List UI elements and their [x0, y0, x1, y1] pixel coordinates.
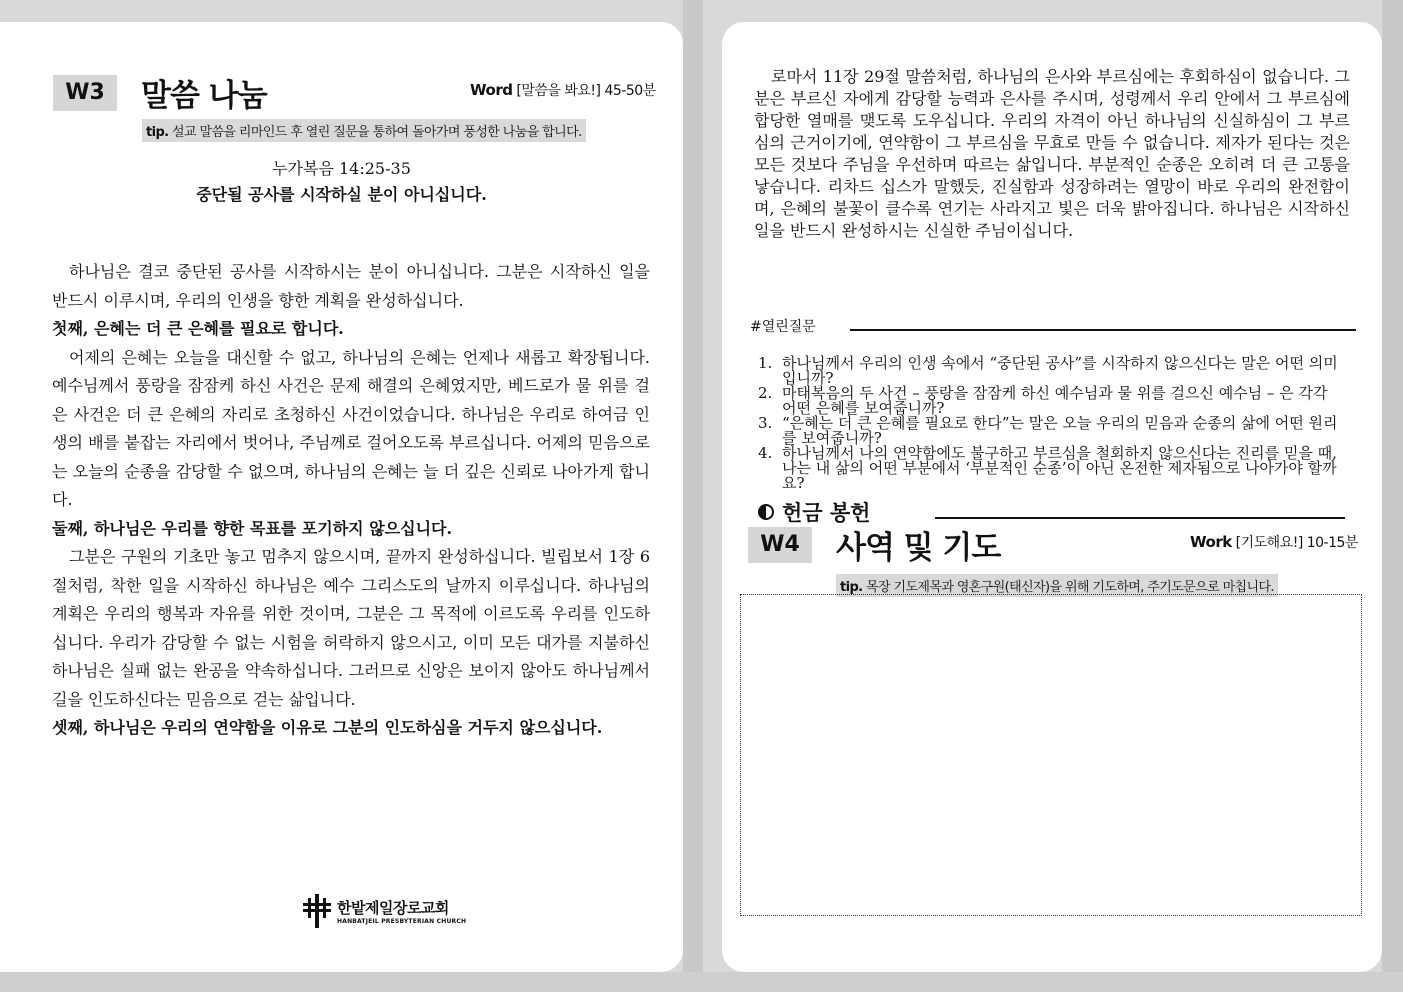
word-label-rest: [말씀을 봐요!] 45-50분: [512, 83, 656, 99]
left-page: [0, 22, 683, 972]
question-text: 하나님께서 우리의 인생 속에서 “중단된 공사”를 시작하지 않으신다는 말은 어떤 의미입니까?: [782, 354, 1338, 387]
section-tag: W4: [748, 527, 812, 563]
question-item: [758, 416, 1338, 446]
work-time-label: [1190, 532, 1358, 552]
sermon-point: 둘째, 하나님은 우리를 향한 목표를 포기하지 않으십니다.: [52, 518, 453, 538]
church-logo: [303, 894, 466, 928]
sermon-continuation: 로마서 11장 29절 말씀처럼, 하나님의 은사와 부르심에는 후회하심이 없습니다. 그분은 부르신 자에게 감당할 능력과 은사를 주시며, 성령께서 우리 안에서 그 부르심에 합당한 열매를 맺도록 도우십니다. 우리의 자격이 아닌 하나님의 신실하심이 그 부르심의 근거이기에, 연약함이 그 부르심을 무효로 만들 수 없습니다. 제자가 된다는 것은 모든 것보다 주님을 우선하며 따르는 삶입니다. 부분적인 순종은 오히려 더 큰 고통을 낳습니다. 리차드 십스가 말했듯, 진실함과 성장하려는 열망이 바로 우리의 완전함이며, 은혜의 불꽃이 클수록 연기는 사라지고 빛은 더욱 밝아집니다. 하나님은 시작하신 일을 반드시 완성하시는 신실한 주님이십니다.: [754, 67, 1350, 240]
question-item: [758, 386, 1338, 416]
section-tag: W3: [53, 75, 117, 111]
word-time-label: [470, 80, 656, 100]
question-number: 2.: [758, 384, 773, 402]
sermon-paragraph: 어제의 은혜는 오늘을 대신할 수 없고, 하나님의 은혜는 언제나 새롭고 확장됩니다. 예수님께서 풍랑을 잠잠케 하신 사건은 문제 해결의 은혜였지만, 베드로가 물 위를 걸은 사건은 더 큰 은혜의 자리로 초청하신 사건이었습니다. 하나님은 우리로 하여금 인생의 배를 붙잡는 자리에서 벗어나, 주님께로 걸어오도록 부르십니다. 어제의 믿음으로는 오늘의 순종을 감당할 수 없으며, 하나님의 은혜는 늘 더 깊은 신뢰로 나아가게 합니다.: [52, 347, 650, 509]
church-name-english: HANBATJEIL PRESBYTERIAN CHURCH: [337, 918, 467, 925]
page-gutter-right: [1382, 0, 1403, 992]
scripture-reference: 누가복음 14:25-35: [272, 159, 411, 178]
tip-label: tip.: [146, 125, 169, 140]
question-number: 4.: [758, 444, 773, 462]
sermon-title: 중단될 공사를 시작하실 분이 아니십니다.: [196, 185, 487, 204]
tip-banner: [142, 119, 586, 142]
half-circle-icon: [758, 504, 774, 520]
page-gutter-bottom: [0, 972, 1403, 992]
tip-text: 목장 기도제목과 영혼구원(태신자)을 위해 기도하며, 주기도문으로 마칩니다.: [862, 580, 1274, 595]
cross-logo-icon: [303, 894, 331, 928]
question-text: 마태복음의 두 사건 – 풍랑을 잠잠케 하신 예수님과 물 위를 걸으신 예수님 – 은 각각 어떤 은혜를 보여줍니까?: [782, 384, 1328, 417]
tip-label: tip.: [840, 580, 863, 595]
sermon-paragraph: 그분은 구원의 기초만 놓고 멈추지 않으시며, 끝까지 완성하십니다. 빌립보서 1장 6절처럼, 착한 일을 시작하신 하나님은 예수 그리스도의 날까지 이루십니다. 하나님의 계획은 우리의 행복과 자유를 위한 것이며, 그분은 그 목적에 이르도록 우리를 인도하십니다. 우리가 감당할 수 없는 시험을 허락하지 않으시고, 이미 모든 대가를 지불하신 하나님은 실패 없는 완공을 약속하십니다. 그러므로 신앙은 보이지 않아도 하나님께서 길을 인도하신다는 믿음으로 걷는 삶입니다.: [52, 547, 650, 709]
scripture-block: [0, 156, 683, 208]
section-header-w4: [748, 522, 1000, 567]
right-page: [722, 22, 1382, 972]
question-text: 하나님께서 나의 연약함에도 불구하고 부르심을 철회하지 않으신다는 진리를 믿을 때, 나는 내 삶의 어떤 부분에서 ‘부분적인 순종’이 아닌 온전한 제자됨으로 나아가야 할까요?: [782, 444, 1337, 492]
open-questions-list: [758, 354, 1338, 492]
offering-label: 헌금 봉헌: [782, 501, 871, 525]
question-item: [758, 444, 1338, 492]
question-text: “은혜는 더 큰 은혜를 필요로 한다”는 말은 오늘 우리의 믿음과 순종의 삶에 어떤 원리를 보여줍니까?: [782, 414, 1338, 447]
question-number: 1.: [758, 354, 773, 372]
section-header-w3: [53, 70, 267, 115]
sermon-point: 첫째, 은혜는 더 큰 은혜를 필요로 합니다.: [52, 319, 344, 338]
question-item: [758, 356, 1338, 386]
question-number: 3.: [758, 414, 773, 432]
church-name: 한밭제일장로교회: [337, 899, 449, 917]
sermon-point: 셋째, 하나님은 우리의 연약함을 이유로 그분의 인도하심을 거두지 않으십니다.: [52, 718, 603, 737]
sermon-paragraph: 하나님은 결코 중단된 공사를 시작하시는 분이 아니십니다. 그분은 시작하신 일을 반드시 이루시며, 우리의 인생을 향한 계획을 완성하십니다.: [52, 262, 650, 310]
word-label-bold: Word: [470, 81, 513, 99]
section-title: 사역 및 기도: [836, 530, 1001, 566]
work-label-bold: Work: [1190, 533, 1232, 551]
tip-text: 설교 말씀을 리마인드 후 열린 질문을 통하여 돌아가며 풍성한 나눔을 합니다.: [168, 125, 582, 140]
sermon-body: [52, 258, 650, 743]
prayer-notes-box[interactable]: [740, 594, 1362, 916]
section-title: 말씀 나눔: [141, 78, 267, 114]
page-gutter-left: [683, 0, 703, 992]
divider-line: [850, 329, 1356, 331]
work-label-rest: [기도해요!] 10-15분: [1231, 535, 1358, 551]
logo-text: [337, 897, 466, 925]
divider-line: [935, 517, 1345, 519]
open-questions-label: #열린질문: [750, 319, 816, 335]
